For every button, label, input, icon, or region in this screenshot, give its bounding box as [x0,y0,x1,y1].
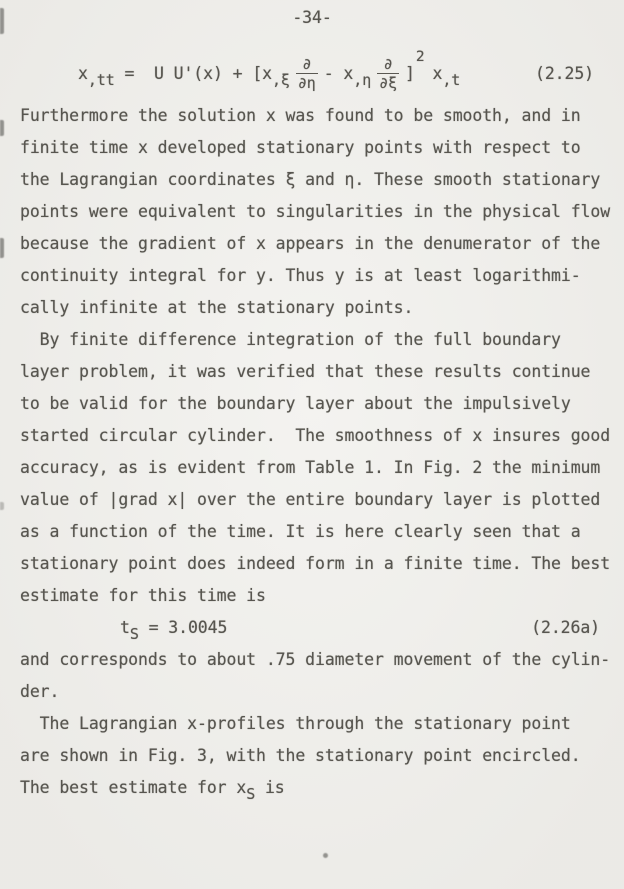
text-line: layer problem, it was verified that these results continue [20,362,591,381]
text-line: estimate for this time is [20,586,266,605]
partial-symbol: ∂ [302,55,312,73]
body-text [20,100,610,804]
text-line: Furthermore the solution x was found to be smooth, and in [20,106,581,125]
eq225-x-eta: x,η [333,64,372,89]
text-line: accuracy, as is evident from Table 1. In Fig. 2 the minimum [20,458,601,477]
text-line: By finite difference integration of the full boundary [20,330,561,349]
x-s-subscript: S [246,785,256,803]
eq225-minus: - [323,64,334,83]
text-line: stationary point does indeed form in a finite time. The best [20,554,611,573]
eq226a-value: = 3.0045 [138,618,228,637]
eq225-rhs-start: = U U'(x) + [ [114,64,263,83]
scan-artifact-edge [0,502,4,510]
text-line-final: The best estimate for xS is [20,772,610,804]
eq225-x-xi: x,ξ [262,64,290,89]
text-line: finite time x developed stationary points with respect to [20,138,581,157]
partial-xi-symbol: ∂ξ [379,74,398,92]
text-line: points were equivalent to singularities in the physical flow [20,202,611,221]
eq225-x-xi-subscript: ,ξ [272,71,290,89]
eq225-x-t-subscript: ,t [442,71,461,89]
text-line: value of |grad x| over the entire boundary layer is plotted [20,490,601,509]
text-line: der. [20,682,60,701]
equation-2-25 [0,48,624,92]
text-line: are shown in Fig. 3, with the stationary point encircled. [20,746,581,765]
eq225-exponent: 2 [415,48,425,65]
equation-number-2-26a: (2.26a) [531,618,600,637]
eq226a-lhs: tS [120,612,139,644]
partial-eta-symbol: ∂η [297,74,316,92]
eq226a-subscript: S [129,625,139,643]
scan-artifact-edge [0,238,4,258]
text-line: and corresponds to about .75 diameter movement of the cylin- [20,650,611,669]
text-line: The Lagrangian x-profiles through the stationary point [20,714,571,733]
text-line: to be valid for the boundary layer about the impulsively [20,394,571,413]
scan-artifact-dot [323,853,328,858]
text-line: because the gradient of x appears in the denumerator of the [20,234,601,253]
eq225-close-bracket: ] [405,64,415,83]
page-number: -34- [292,8,332,27]
text-line: the Lagrangian coordinates ξ and η. These smooth stationary [20,170,601,189]
eq225-lhs: x,tt [78,64,115,89]
scan-artifact-edge [0,8,4,34]
text-line: cally infinite at the stationary points. [20,298,414,317]
eq225-x-t: x,t [432,64,461,89]
eq225-partial-fraction-xi [377,56,399,91]
eq225-partial-fraction-eta [296,56,318,91]
eq225-x-eta-subscript: ,η [353,71,372,89]
equation-number-2-25: (2.25) [534,64,594,83]
equation-2-26a [20,612,610,644]
text-line: continuity integral for y. Thus y is at least logarithmi- [20,266,581,285]
partial-symbol: ∂ [383,55,393,73]
text-line: as a function of the time. It is here clearly seen that a [20,522,581,541]
scan-artifact-edge [0,120,4,136]
eq225-lhs-subscript: ,tt [87,71,115,89]
text-line: started circular cylinder. The smoothness of x insures good [20,426,611,445]
